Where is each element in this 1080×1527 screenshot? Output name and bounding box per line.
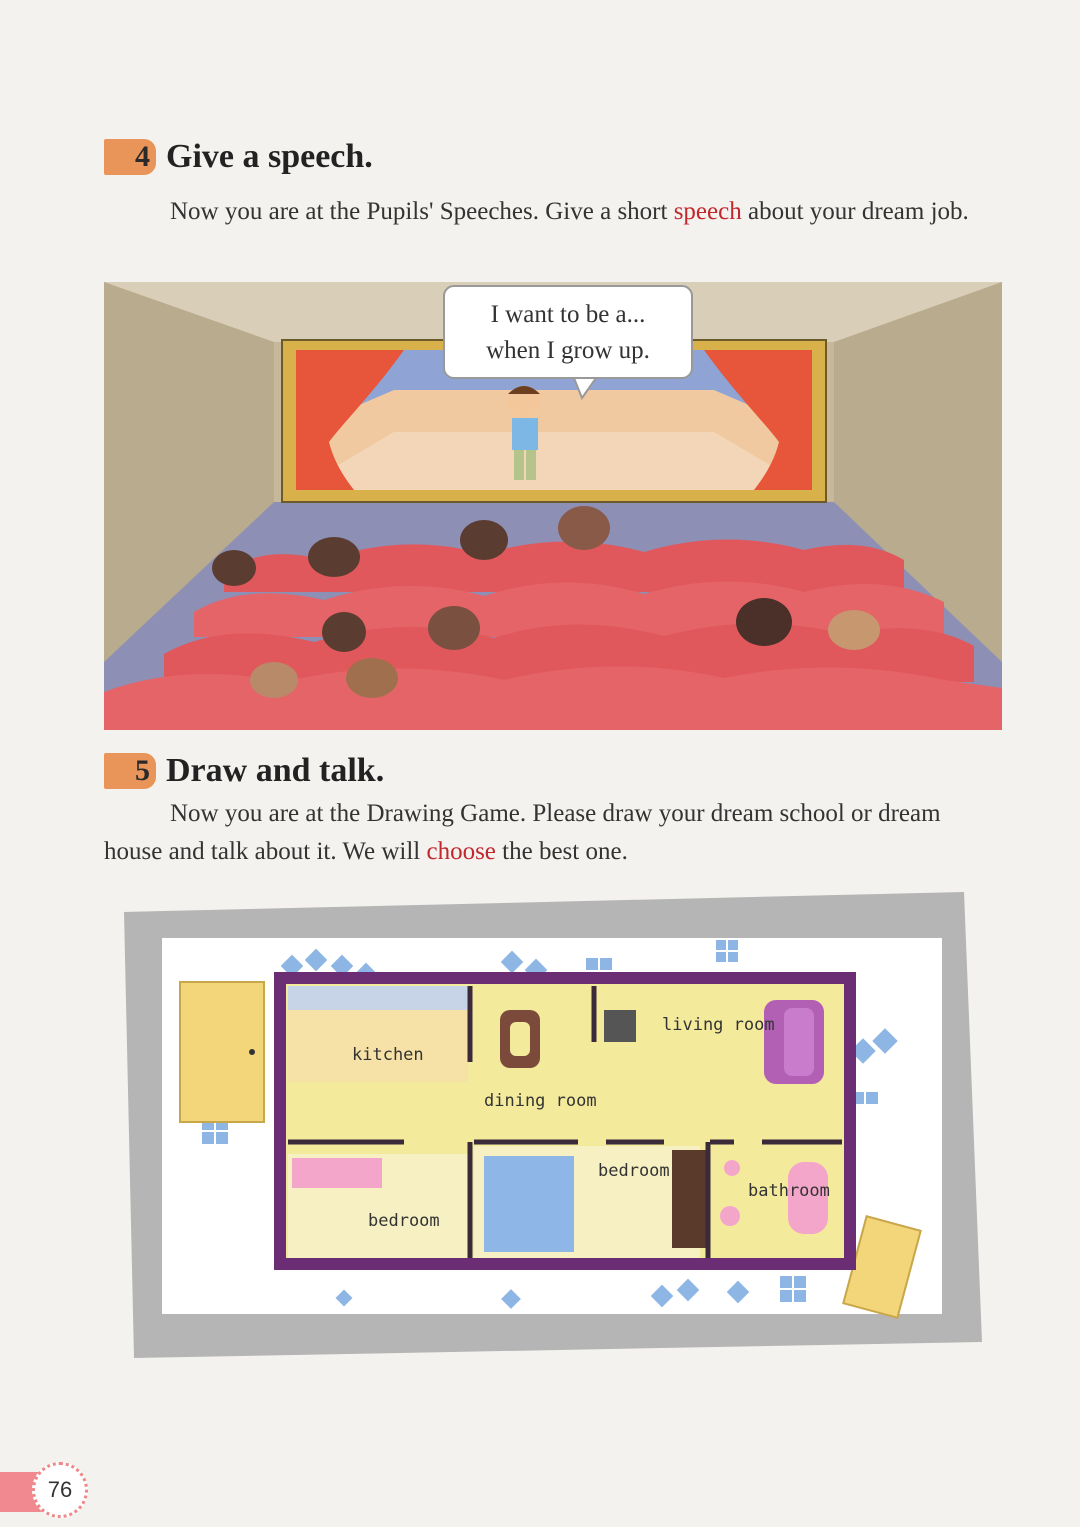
speech-bubble-line-2: when I grow up. [486, 337, 650, 364]
room-label-bedroom: bedroom [598, 1161, 670, 1181]
theatre-illustration [104, 282, 1002, 730]
instruction-text: Now you are at the Pupils' Speeches. Give a short [170, 198, 674, 225]
instruction-text: Now you are at the Drawing Game. Please draw your dream school or dream house and talk about it. We will [104, 800, 941, 865]
speech-bubble-line-1: I want to be a... [490, 301, 646, 328]
room-label-kitchen: kitchen [352, 1045, 424, 1065]
page-number-label: 76 [32, 1462, 88, 1518]
section-4-heading [104, 138, 373, 176]
section-title: Draw and talk. [166, 752, 385, 789]
instruction-text: about your dream job. [741, 198, 969, 225]
house-floor-plan-drawing [124, 892, 982, 1358]
instruction-text: the best one. [495, 838, 628, 865]
room-label-bathroom: bathroom [748, 1181, 830, 1201]
room-label-dining-room: dining room [484, 1091, 597, 1111]
section-title: Give a speech. [166, 138, 373, 175]
room-label-living-room: living room [662, 1015, 775, 1035]
section-number-badge: 5 [104, 753, 156, 789]
section-5-heading [104, 752, 384, 790]
section-5-instructions [104, 795, 1004, 871]
vocab-highlight: speech [673, 198, 742, 225]
room-label-bedroom: bedroom [368, 1211, 440, 1231]
section-number-badge: 4 [104, 139, 156, 175]
vocab-highlight: choose [426, 838, 496, 865]
section-4-instructions [104, 193, 1004, 231]
page-number [0, 1462, 96, 1518]
